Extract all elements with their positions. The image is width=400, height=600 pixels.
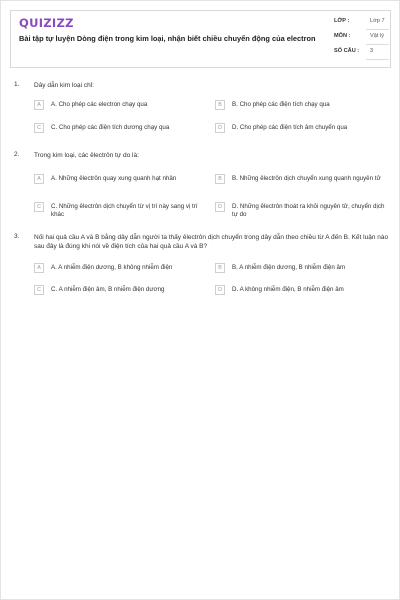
option-letter-box: D bbox=[215, 123, 225, 133]
meta-subject bbox=[334, 31, 389, 45]
meta-count-line bbox=[366, 59, 389, 60]
option-letter-box: C bbox=[34, 285, 44, 295]
question-text: Trong kim loại, các êlectrôn tự do là: bbox=[34, 152, 139, 159]
option-text: D. Những êlectrôn thoát ra khỏi nguyên tử, chuyển dịch tự do bbox=[232, 203, 385, 218]
meta-count-label: SỐ CÂU : bbox=[334, 48, 360, 54]
meta-subject-value: Vật lý bbox=[370, 33, 384, 39]
question-text: Dây dẫn kim loại chỉ: bbox=[34, 82, 94, 89]
option-letter-box: B bbox=[215, 174, 225, 184]
option-text: B. Những êlectrôn dịch chuyển xung quanh nguyên tử bbox=[232, 175, 381, 182]
option-text: B. Cho phép các điện tích chạy qua bbox=[232, 101, 330, 108]
meta-count-value: 3 bbox=[370, 48, 374, 54]
option-letter-box: A bbox=[34, 174, 44, 184]
meta-grade-value: Lớp 7 bbox=[370, 18, 385, 24]
option-letter-box: B bbox=[215, 100, 225, 110]
question-number: 1. bbox=[14, 81, 20, 88]
meta-question-count bbox=[334, 46, 389, 60]
option-letter-box: C bbox=[34, 123, 44, 133]
worksheet-title: Bài tập tự luyện Dòng điện trong kim loại, nhận biết chiều chuyển động của electron bbox=[19, 34, 316, 43]
option-letter-box: A bbox=[34, 263, 44, 273]
option-letter-box: C bbox=[34, 202, 44, 212]
option-text: B. A nhiễm điện dương, B nhiễm điện âm bbox=[232, 264, 346, 271]
meta-grade-line bbox=[366, 29, 389, 30]
option-text: C. A nhiễm điện âm, B nhiễm điện dương bbox=[51, 286, 165, 293]
meta-grade-label: LỚP : bbox=[334, 18, 350, 24]
option-text: A. Những êlectrôn quay xung quanh hạt nhân bbox=[51, 175, 177, 182]
option-letter-box: B bbox=[215, 263, 225, 273]
option-letter-box: D bbox=[215, 202, 225, 212]
option-text: A. A nhiễm điện dương, B không nhiễm điện bbox=[51, 264, 173, 271]
option-text: A. Cho phép các electron chạy qua bbox=[51, 101, 148, 108]
quizizz-logo: QUIZIZZ bbox=[19, 16, 74, 30]
meta-grade bbox=[334, 16, 389, 30]
worksheet-header bbox=[10, 10, 391, 68]
option-letter-box: D bbox=[215, 285, 225, 295]
question-text: Nối hai quả cầu A và B bằng dây dẫn người ta thấy êlectrôn dịch chuyển trong dây dẫn theo chiều từ A đến B. Kết luận nào sau đây là đúng khi nói về điện tích của hai quả cầu A và B? bbox=[34, 234, 389, 250]
meta-subject-label: MÔN : bbox=[334, 33, 351, 39]
option-text: C. Cho phép các điện tích dương chạy qua bbox=[51, 124, 170, 131]
question-number: 3. bbox=[14, 233, 20, 240]
meta-subject-line bbox=[366, 44, 389, 45]
option-text: C. Những êlectrôn dịch chuyển từ vị trí này sang vị trí khác bbox=[51, 203, 198, 218]
option-text: D. Cho phép các điện tích âm chuyển qua bbox=[232, 124, 348, 131]
option-text: D. A không nhiễm điện, B nhiễm điện âm bbox=[232, 286, 344, 293]
question-number: 2. bbox=[14, 151, 20, 158]
option-letter-box: A bbox=[34, 100, 44, 110]
